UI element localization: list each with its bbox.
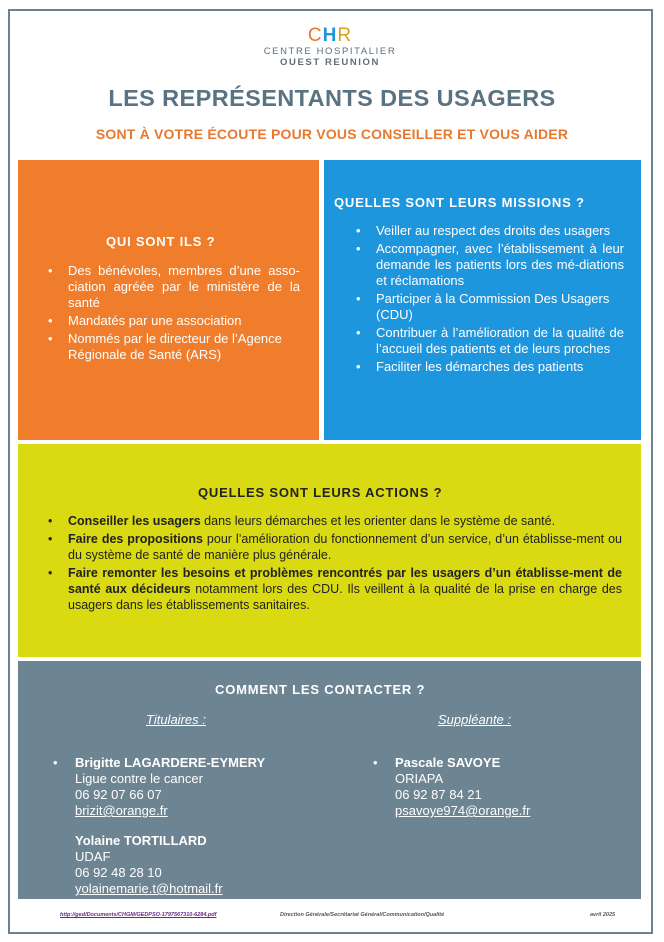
bullet: • bbox=[53, 755, 58, 770]
action-text: dans leurs démarches et les orienter dans le système de santé. bbox=[200, 514, 556, 528]
logo-letter-r: R bbox=[337, 25, 353, 46]
contact-org: Ligue contre le cancer bbox=[75, 771, 203, 786]
list-item: • Nommés par le directeur de l’Agence Régionale de Santé (ARS) bbox=[68, 331, 300, 363]
contact-email-link[interactable]: brizit@orange.fr bbox=[75, 803, 168, 818]
action-bold: Conseiller les usagers bbox=[68, 514, 201, 528]
page-subtitle: SONT À VOTRE ÉCOUTE POUR VOUS CONSEILLER ET VOUS AIDER bbox=[95, 126, 569, 142]
contact-phone: 06 92 48 28 10 bbox=[75, 865, 162, 880]
footer-document-link[interactable]: http://ged/Documents/CHGM/GEDPSO-1797567310-6284.pdf bbox=[60, 912, 217, 918]
contact-heading: COMMENT LES CONTACTER ? bbox=[215, 682, 426, 697]
logo-mark bbox=[240, 26, 420, 46]
contact-name: Brigitte LAGARDERE-EYMERY bbox=[75, 755, 266, 770]
who-list bbox=[68, 263, 300, 365]
list-item bbox=[68, 531, 622, 563]
contact-card bbox=[75, 833, 223, 897]
footer-date: avril 2025 bbox=[590, 912, 616, 918]
action-text: pour l’amélioration du fonctionnement d’un service, d’un établisse-ment ou du système de santé de manière plus générale. bbox=[68, 532, 622, 562]
list-item: • Des bénévoles, membres d’une asso-ciation agréée par le ministère de la santé bbox=[68, 263, 300, 311]
titulaires-label: Titulaires : bbox=[146, 712, 206, 727]
action-bold: Faire remonter les besoins et problèmes rencontrés par les usagers d’un établisse-ment de santé aux décideurs bbox=[68, 566, 622, 596]
contact-org: UDAF bbox=[75, 849, 111, 864]
contact-email-link[interactable]: yolainemarie.t@hotmail.fr bbox=[75, 881, 223, 896]
bullet: • bbox=[373, 755, 378, 770]
logo-text-line2: OUEST REUNION bbox=[280, 57, 380, 68]
action-bold: Faire des propositions bbox=[68, 532, 203, 546]
contact-email-link[interactable]: psavoye974@orange.fr bbox=[395, 803, 531, 818]
contact-org: ORIAPA bbox=[395, 771, 444, 786]
logo-letter-c: C bbox=[307, 25, 323, 46]
logo-text-line1: CENTRE HOSPITALIER bbox=[263, 46, 397, 57]
contact-name: Yolaine TORTILLARD bbox=[75, 833, 207, 848]
missions-heading: QUELLES SONT LEURS MISSIONS ? bbox=[334, 195, 585, 210]
missions-section bbox=[324, 160, 641, 440]
list-item: • Mandatés par une association bbox=[68, 313, 300, 329]
contact-name: Pascale SAVOYE bbox=[395, 755, 501, 770]
page-title: LES REPRÉSENTANTS DES USAGERS bbox=[108, 85, 556, 111]
list-item bbox=[68, 565, 622, 613]
logo-letter-h: H bbox=[322, 25, 338, 46]
list-item: • Veiller au respect des droits des usagers bbox=[376, 223, 624, 239]
list-item: • Contribuer à l’amélioration de la qualité de l’accueil des patients et de leurs proches bbox=[376, 325, 624, 357]
contact-card bbox=[53, 755, 266, 819]
missions-list bbox=[376, 223, 624, 377]
list-item bbox=[68, 513, 622, 529]
list-item: • Participer à la Commission Des Usagers (CDU) bbox=[376, 291, 624, 323]
who-heading: QUI SONT ILS ? bbox=[106, 234, 216, 249]
contact-phone: 06 92 87 84 21 bbox=[395, 787, 482, 802]
suppleante-label: Suppléante : bbox=[438, 712, 512, 727]
actions-heading: QUELLES SONT LEURS ACTIONS ? bbox=[198, 485, 443, 500]
action-text: notamment lors des CDU. Ils veillent à la qualité de la prise en charge des usagers dans les établissements sanitaires. bbox=[68, 582, 622, 612]
list-item: • Faciliter les démarches des patients bbox=[376, 359, 624, 375]
contact-section bbox=[18, 661, 641, 899]
who-section bbox=[18, 160, 319, 440]
hospital-logo bbox=[240, 26, 420, 68]
contact-card bbox=[373, 755, 531, 819]
contact-phone: 06 92 07 66 07 bbox=[75, 787, 162, 802]
actions-list bbox=[68, 513, 622, 615]
list-item: • Accompagner, avec l’établissement à leur demande les patients lors des mé-diations et réclamations bbox=[376, 241, 624, 289]
footer-department: Direction Générale/Secrétariat Général/Communication/Qualité bbox=[280, 912, 445, 918]
actions-section bbox=[18, 444, 641, 657]
